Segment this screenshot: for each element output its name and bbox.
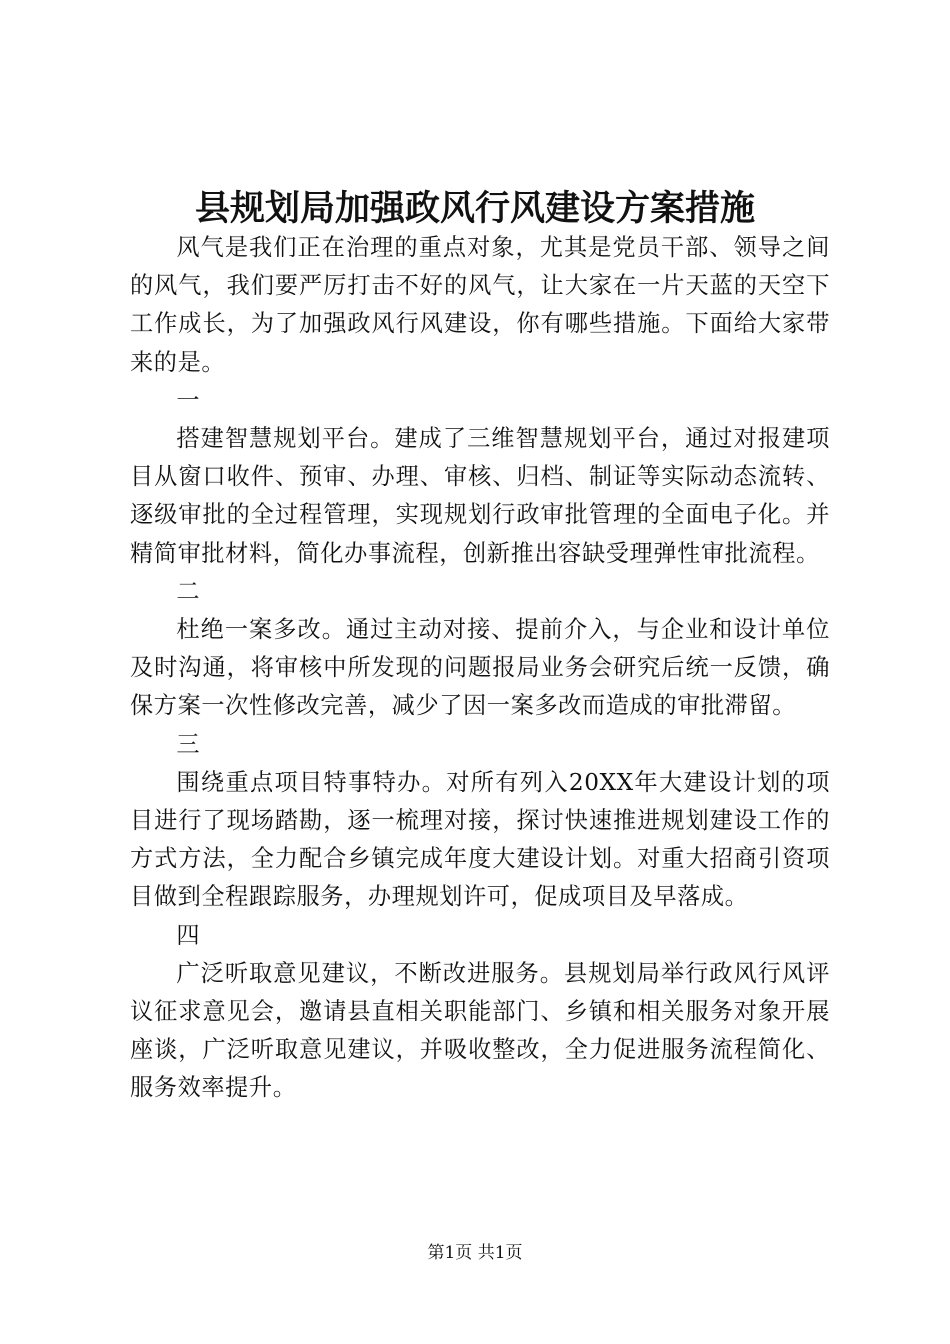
document-title: 县规划局加强政风行风建设方案措施	[194, 188, 755, 229]
section-heading-4: 四	[176, 921, 201, 949]
section-body-4: 广泛听取意见建议，不断改进服务。县规划局举行政风行风评议征求意见会，邀请县直相关职能部门、乡镇和相关服务对象开展座谈，广泛听取意见建议，并吸收整改，全力促进服务流程简化、服务效率提升。	[130, 959, 830, 1102]
section-heading-3: 三	[176, 730, 201, 758]
section-body-2: 杜绝一案多改。通过主动对接、提前介入，与企业和设计单位及时沟通，将审核中所发现的问题报局业务会研究后统一反馈，确保方案一次性修改完善，减少了因一案多改而造成的审批滞留。	[130, 616, 830, 720]
section-heading-1: 一	[176, 386, 201, 414]
section-body-3: 围绕重点项目特事特办。对所有列入20XX年大建设计划的项目进行了现场踏勘，逐一梳理对接，探讨快速推进规划建设工作的方式方法，全力配合乡镇完成年度大建设计划。对重大招商引资项目做到全程跟踪服务，办理规划许可，促成项目及早落成。	[130, 768, 830, 911]
section-heading-2: 二	[176, 577, 201, 605]
intro-paragraph: 风气是我们正在治理的重点对象，尤其是党员干部、领导之间的风气，我们要严厉打击不好的风气，让大家在一片天蓝的天空下工作成长，为了加强政风行风建设，你有哪些措施。下面给大家带来的是。	[130, 234, 830, 376]
page-number-footer: 第1页 共1页	[427, 1243, 523, 1263]
document-body	[130, 229, 830, 1108]
section-body-1: 搭建智慧规划平台。建成了三维智慧规划平台，通过对报建项目从窗口收件、预审、办理、审核、归档、制证等实际动态流转、逐级审批的全过程管理，实现规划行政审批管理的全面电子化。并精简审批材料，简化办事流程，创新推出容缺受理弹性审批流程。	[130, 425, 830, 567]
